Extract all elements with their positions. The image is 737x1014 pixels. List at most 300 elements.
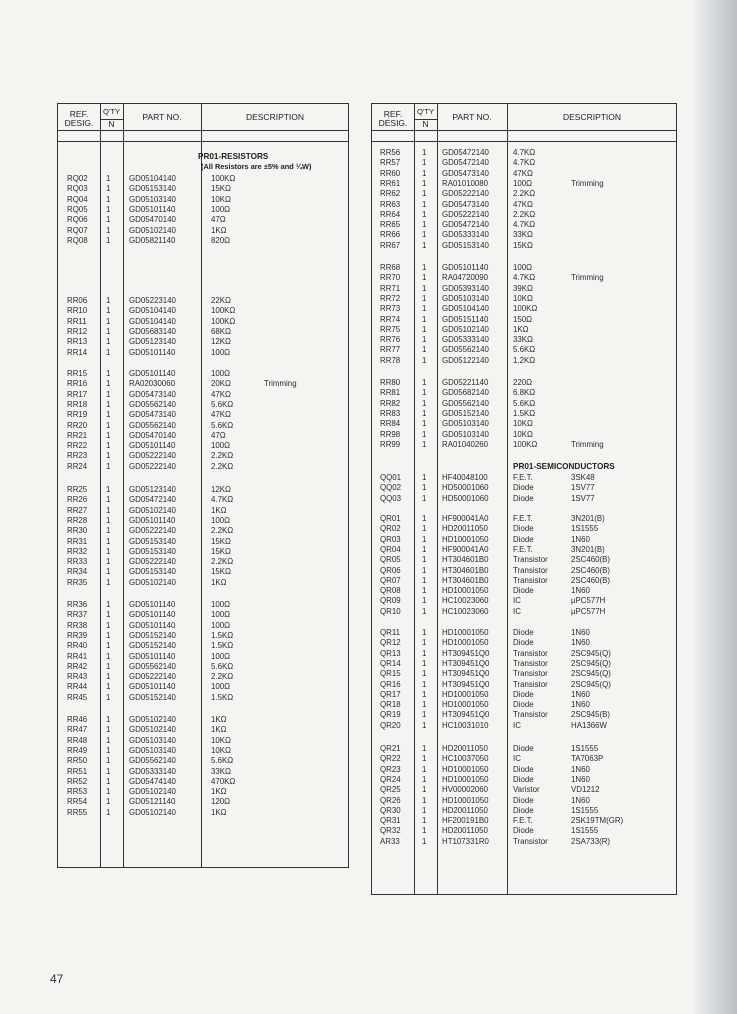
value: Diode (513, 493, 534, 503)
ref-desig: RR30 (67, 526, 88, 536)
ref-desig: RR23 (67, 451, 88, 461)
value: 1KΩ (211, 725, 227, 735)
part-number: GD05473140 (442, 168, 489, 178)
value: 100KΩ (211, 174, 236, 183)
quantity: 1 (106, 756, 111, 766)
value: Diode (513, 483, 534, 493)
part-row (372, 775, 676, 785)
part-row (372, 535, 676, 545)
note: μPC577H (571, 596, 606, 606)
quantity: 1 (106, 337, 111, 347)
value: 4.7KΩ (211, 495, 234, 505)
quantity: 1 (106, 347, 111, 357)
quantity: 1 (422, 335, 427, 345)
ref-desig: RR72 (380, 293, 401, 303)
quantity: 1 (106, 536, 111, 546)
part-row (372, 806, 676, 816)
part-row (58, 725, 348, 735)
ref-desig: RR76 (380, 335, 401, 345)
part-row (372, 419, 676, 429)
part-row (58, 296, 348, 306)
part-row (58, 682, 348, 692)
ref-desig: RR12 (67, 326, 88, 336)
part-number: GD05102140 (129, 787, 176, 797)
value: 15KΩ (211, 567, 231, 577)
part-number: GD05222140 (129, 526, 176, 536)
part-row (58, 205, 348, 215)
quantity: 1 (422, 586, 427, 596)
value: 100Ω (211, 651, 231, 661)
ref-desig: RR39 (67, 630, 88, 640)
part-row (372, 399, 676, 409)
ref-desig: QR07 (380, 575, 401, 585)
quantity: 1 (422, 658, 427, 668)
part-row (58, 693, 348, 703)
quantity: 1 (422, 429, 427, 439)
part-number: HC10023060 (442, 606, 489, 616)
value: 2.2KΩ (211, 672, 234, 682)
header-qty: Q'TY (416, 107, 435, 116)
part-row (372, 555, 676, 565)
ref-desig: QR20 (380, 720, 401, 730)
quantity: 1 (422, 534, 427, 544)
quantity: 1 (106, 215, 111, 225)
ref-desig: QR13 (380, 648, 401, 658)
note: Trimming (264, 379, 297, 389)
part-number: HF40048100 (442, 473, 488, 482)
part-number: GD05222140 (129, 461, 176, 471)
ref-desig: RR60 (380, 168, 401, 178)
part-number: GD05153140 (129, 567, 176, 577)
ref-desig: RR53 (67, 787, 88, 797)
value: 39KΩ (513, 283, 533, 293)
part-row (372, 179, 676, 189)
quantity: 1 (106, 204, 111, 214)
quantity: 1 (422, 575, 427, 585)
value: Transistor (513, 710, 548, 720)
header-qty: Q'TY (102, 107, 121, 116)
part-number: GD05222140 (129, 451, 176, 461)
part-number: GD05101140 (129, 620, 176, 630)
header-description: DESCRIPTION (245, 112, 305, 122)
value: 100Ω (211, 610, 231, 620)
quantity: 1 (422, 565, 427, 575)
quantity: 1 (422, 524, 427, 534)
part-number: HD20011050 (442, 524, 488, 534)
value: 47KΩ (211, 410, 231, 420)
quantity: 1 (422, 744, 427, 753)
value: 12KΩ (211, 337, 231, 347)
part-row (58, 348, 348, 358)
ref-desig: RR50 (67, 756, 88, 766)
part-row (58, 715, 348, 725)
note: 3SK48 (571, 473, 595, 482)
part-number: GD05333140 (129, 766, 176, 776)
ref-desig: QR18 (380, 700, 401, 710)
ref-desig: RR32 (67, 546, 88, 556)
value: 5.6KΩ (513, 345, 536, 355)
part-row (58, 746, 348, 756)
part-row (372, 690, 676, 700)
ref-desig: RQ07 (67, 225, 88, 235)
note: Trimming (571, 178, 604, 188)
quantity: 1 (422, 795, 427, 805)
quantity: 1 (422, 544, 427, 554)
value: 1KΩ (211, 225, 227, 235)
part-number: GD05683140 (129, 326, 176, 336)
part-row (372, 649, 676, 659)
part-number: GD05122140 (442, 355, 489, 365)
part-row (58, 767, 348, 777)
ref-desig: RR14 (67, 347, 88, 357)
part-number: GD05472140 (129, 495, 176, 505)
value: IC (513, 606, 521, 616)
quantity: 1 (422, 816, 427, 826)
quantity: 1 (106, 461, 111, 471)
ref-desig: RR25 (67, 485, 88, 494)
value: Transistor (513, 836, 548, 846)
quantity: 1 (422, 230, 427, 240)
part-row (58, 506, 348, 516)
ref-desig: RR42 (67, 661, 88, 671)
ref-desig: QR30 (380, 805, 401, 815)
ref-desig: RR35 (67, 577, 88, 587)
ref-desig: RR34 (67, 567, 88, 577)
ref-desig: RQ04 (67, 194, 88, 204)
value: 2.2KΩ (211, 557, 234, 567)
note: 3N201(B) (571, 514, 605, 523)
part-row (372, 220, 676, 230)
ref-desig: RQ03 (67, 184, 88, 194)
part-number: HC10023060 (442, 596, 489, 606)
ref-desig: RR28 (67, 515, 88, 525)
quantity: 1 (422, 514, 427, 523)
part-row (372, 273, 676, 283)
quantity: 1 (106, 430, 111, 440)
ref-desig: RR74 (380, 314, 401, 324)
value: IC (513, 720, 521, 730)
part-row (58, 797, 348, 807)
ref-desig: RR54 (67, 797, 88, 807)
part-row (372, 158, 676, 168)
ref-desig: QR09 (380, 596, 401, 606)
part-number: HD20011050 (442, 744, 488, 753)
part-row (372, 430, 676, 440)
part-number: GD05101140 (129, 610, 176, 620)
quantity: 1 (422, 398, 427, 408)
quantity: 1 (106, 306, 111, 316)
part-row (372, 335, 676, 345)
value: 4.7KΩ (513, 148, 536, 157)
value: Diode (513, 586, 534, 596)
part-row (372, 596, 676, 606)
quantity: 1 (106, 641, 111, 651)
ref-desig: RR15 (67, 369, 88, 378)
quantity: 1 (106, 399, 111, 409)
part-number: RA01010080 (442, 178, 489, 188)
ref-desig: RR47 (67, 725, 88, 735)
value: 47KΩ (513, 168, 533, 178)
quantity: 1 (106, 225, 111, 235)
note: 3N201(B) (571, 544, 605, 554)
ref-desig: RQ06 (67, 215, 88, 225)
ref-desig: RQ05 (67, 204, 88, 214)
part-number: HT309451Q0 (442, 658, 490, 668)
part-row (58, 337, 348, 347)
ref-desig: RR49 (67, 745, 88, 755)
part-row (372, 545, 676, 555)
value: 2.2KΩ (513, 189, 536, 199)
part-number: GD05123140 (129, 337, 176, 347)
part-row (372, 304, 676, 314)
value: Diode (513, 628, 534, 637)
ref-desig: RR63 (380, 199, 401, 209)
note: 2SC460(B) (571, 575, 611, 585)
quantity: 1 (106, 776, 111, 786)
note: 1N60 (571, 795, 590, 805)
part-number: GD05101140 (129, 369, 176, 378)
ref-desig: QR25 (380, 785, 401, 795)
ref-desig: RR17 (67, 389, 88, 399)
value: 47Ω (211, 430, 226, 440)
ref-desig: RR64 (380, 209, 401, 219)
part-row (58, 369, 348, 379)
part-number: RA02030060 (129, 379, 176, 389)
part-number: GD05152140 (129, 692, 176, 702)
part-row (372, 754, 676, 764)
ref-desig: RR66 (380, 230, 401, 240)
part-number: GD05473140 (129, 410, 176, 420)
note: 1SV77 (571, 493, 595, 503)
ref-desig: RR21 (67, 430, 88, 440)
ref-desig: QR22 (380, 754, 401, 764)
ref-desig: RR52 (67, 776, 88, 786)
part-number: GD05222140 (442, 189, 489, 199)
ref-desig: QR32 (380, 826, 401, 836)
part-row (58, 462, 348, 472)
part-row (58, 578, 348, 588)
right-parts-table (371, 103, 677, 895)
part-row (372, 700, 676, 710)
quantity: 1 (422, 314, 427, 324)
part-number: GD05562140 (442, 345, 489, 355)
value: Varistor (513, 785, 540, 795)
part-number: RA01040260 (442, 439, 489, 449)
part-row (372, 169, 676, 179)
quantity: 1 (106, 526, 111, 536)
part-number: HT309451Q0 (442, 710, 490, 720)
ref-desig: RR16 (67, 379, 88, 389)
quantity: 1 (106, 389, 111, 399)
part-number: GD05103140 (129, 735, 176, 745)
quantity: 1 (106, 379, 111, 389)
part-number: GD05102140 (442, 324, 489, 334)
ref-desig: RR20 (67, 420, 88, 430)
ref-desig: RR56 (380, 148, 401, 157)
header-description: DESCRIPTION (562, 112, 622, 122)
part-number: GD05393140 (442, 283, 489, 293)
part-row (58, 327, 348, 337)
part-row (372, 200, 676, 210)
part-row (58, 485, 348, 495)
part-number: GD05562140 (129, 399, 176, 409)
value: 150Ω (513, 314, 533, 324)
ref-desig: QR08 (380, 586, 401, 596)
ref-desig: QR12 (380, 638, 401, 648)
quantity: 1 (106, 630, 111, 640)
part-row (372, 826, 676, 836)
value: 1KΩ (211, 787, 227, 797)
value: F.E.T. (513, 816, 533, 826)
part-number: HD10001050 (442, 586, 489, 596)
quantity: 1 (422, 596, 427, 606)
quantity: 1 (422, 689, 427, 699)
quantity: 1 (106, 420, 111, 430)
quantity: 1 (422, 805, 427, 815)
value: 100Ω (211, 620, 231, 630)
part-row (58, 526, 348, 536)
part-number: HD50001060 (442, 493, 489, 503)
value: 1.2KΩ (513, 355, 536, 365)
quantity: 1 (106, 725, 111, 735)
ref-desig: RR71 (380, 283, 401, 293)
part-number: GD05333140 (442, 335, 489, 345)
quantity: 1 (422, 388, 427, 398)
part-row (58, 441, 348, 451)
value: Diode (513, 826, 534, 836)
value: 5.6KΩ (211, 399, 234, 409)
ref-desig: RR82 (380, 398, 401, 408)
ref-desig: RR06 (67, 296, 88, 305)
ref-desig: RR36 (67, 600, 88, 609)
note: 2SC945(Q) (571, 648, 611, 658)
quantity: 1 (422, 408, 427, 418)
quantity: 1 (106, 600, 111, 609)
part-row (372, 680, 676, 690)
part-row (372, 378, 676, 388)
value: 10KΩ (211, 735, 231, 745)
part-number: GD05101140 (442, 263, 489, 272)
quantity: 1 (106, 661, 111, 671)
value: 47Ω (211, 215, 226, 225)
quantity: 1 (422, 836, 427, 846)
ref-desig: QR21 (380, 744, 401, 753)
part-number: HD20011050 (442, 805, 488, 815)
note: Trimming (571, 273, 604, 283)
quantity: 1 (106, 485, 111, 494)
value: Diode (513, 689, 534, 699)
part-number: GD05101140 (129, 515, 176, 525)
part-row (372, 710, 676, 720)
quantity: 1 (106, 807, 111, 817)
value: F.E.T. (513, 544, 533, 554)
part-number: GD05153140 (129, 184, 176, 194)
part-row (372, 586, 676, 596)
header-part-no: PART NO. (142, 112, 182, 122)
quantity: 1 (106, 184, 111, 194)
quantity: 1 (106, 620, 111, 630)
part-number: GD05104140 (129, 174, 176, 183)
value: Diode (513, 795, 534, 805)
value: 15KΩ (211, 536, 231, 546)
value: 100KΩ (513, 304, 538, 314)
part-row (372, 514, 676, 524)
ref-desig: RR51 (67, 766, 88, 776)
quantity: 1 (422, 483, 427, 493)
part-row (58, 317, 348, 327)
part-number: HT309451Q0 (442, 648, 490, 658)
quantity: 1 (106, 651, 111, 661)
value: 47KΩ (211, 389, 231, 399)
value: Transistor (513, 669, 548, 679)
part-row (372, 576, 676, 586)
value: IC (513, 596, 521, 606)
part-row (372, 263, 676, 273)
part-row (58, 215, 348, 225)
page-number: 47 (50, 972, 64, 986)
part-row (372, 409, 676, 419)
part-row (372, 628, 676, 638)
quantity: 1 (422, 240, 427, 250)
note: 1S1555 (571, 805, 599, 815)
part-number: GD05102140 (129, 505, 176, 515)
ref-desig: RR22 (67, 441, 88, 451)
part-row (372, 356, 676, 366)
quantity: 1 (422, 199, 427, 209)
value: 6.8KΩ (513, 388, 536, 398)
ref-desig: RR77 (380, 345, 401, 355)
value: 68KΩ (211, 326, 231, 336)
part-number: GD05152140 (129, 630, 176, 640)
part-number: GD05101140 (129, 600, 176, 609)
quantity: 1 (106, 672, 111, 682)
ref-desig: QR04 (380, 544, 401, 554)
part-number: GD05223140 (129, 296, 176, 305)
part-row (58, 495, 348, 505)
value: 33KΩ (513, 230, 533, 240)
value: Diode (513, 524, 534, 534)
value: Transistor (513, 555, 548, 565)
note: 2SA733(R) (571, 836, 611, 846)
part-row (58, 421, 348, 431)
quantity: 1 (422, 764, 427, 774)
note: 1N60 (571, 774, 590, 784)
value: F.E.T. (513, 473, 533, 482)
value: IC (513, 754, 521, 764)
ref-desig: QR01 (380, 514, 401, 523)
value: 15KΩ (211, 184, 231, 194)
ref-desig: RR99 (380, 439, 401, 449)
part-row (58, 736, 348, 746)
ref-desig: RR37 (67, 610, 88, 620)
value: 100Ω (211, 600, 231, 609)
part-number: GD05221140 (442, 378, 489, 387)
part-number: GD05103140 (442, 419, 489, 429)
part-row (58, 610, 348, 620)
part-number: GD05104140 (129, 306, 176, 316)
value: 10KΩ (513, 419, 533, 429)
ref-desig: QR03 (380, 534, 401, 544)
ref-desig: RR57 (380, 158, 401, 168)
part-number: GD05222140 (442, 209, 489, 219)
part-number: GD05222140 (129, 557, 176, 567)
value: 33KΩ (211, 766, 231, 776)
ref-desig: RR41 (67, 651, 88, 661)
note: 1S1555 (571, 744, 599, 753)
ref-desig: RR81 (380, 388, 401, 398)
part-number: HD10001050 (442, 628, 489, 637)
part-row (372, 345, 676, 355)
